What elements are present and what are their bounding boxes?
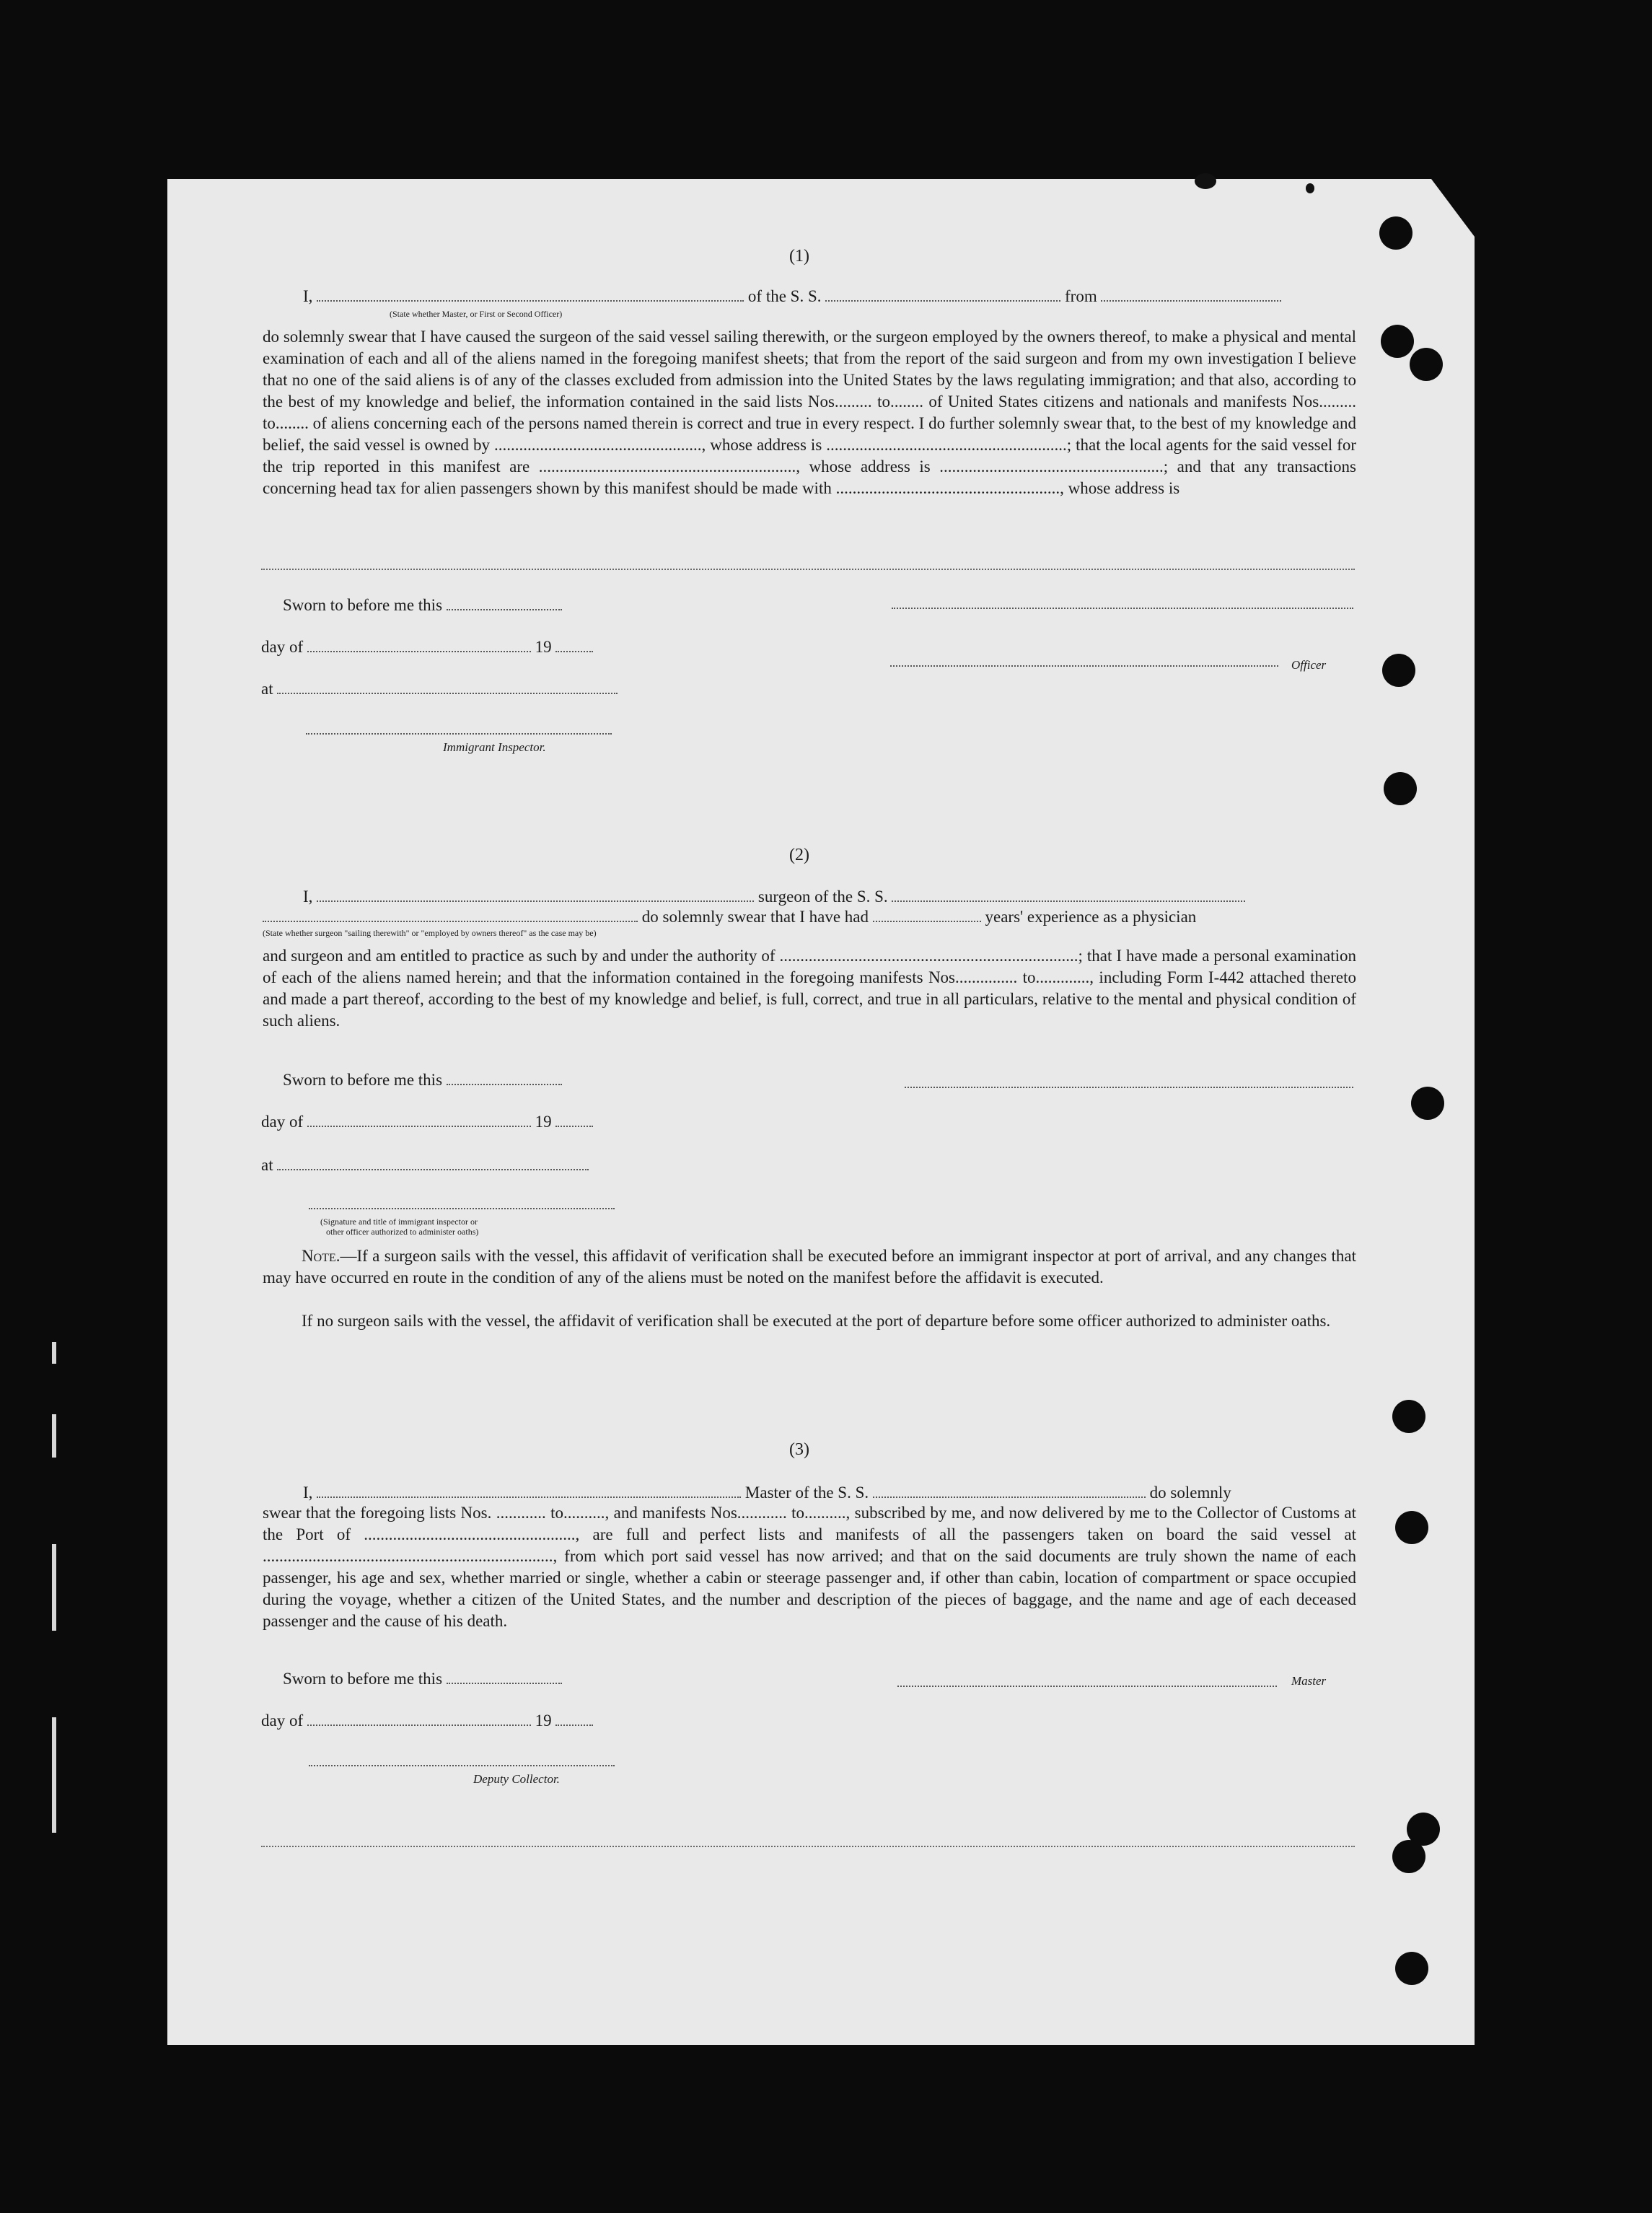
year-label: 19 [535, 1113, 552, 1131]
section-3-number: (3) [789, 1440, 809, 1459]
i-label: I, [303, 1484, 313, 1502]
punch-hole [1410, 348, 1443, 381]
film-scratch [52, 1342, 56, 1364]
surgeon-ss-label: surgeon of the S. S. [757, 888, 888, 906]
master-vessel-field[interactable] [873, 1485, 1146, 1498]
section-2-body: and surgeon and am entitled to practice as such by and under the authority of ........................................................................; that I have made a personal examination of each of the aliens named herein; and that the information contained in the foregoing manifests Nos............... to............., including Form I-442 attached thereto and made a part thereof, according to the best of my knowledge and belief, is full, correct, and true in all particulars, relative to the mental and physical condition of such aliens. [263, 947, 1356, 1030]
day-of-field[interactable] [307, 1713, 531, 1726]
years-experience-field[interactable] [873, 909, 981, 922]
at-label: at [261, 1156, 273, 1174]
authorized-officer-caption-2: other officer authorized to administer oaths) [326, 1227, 479, 1237]
section-2-line-2 [263, 908, 1196, 926]
master-caption: Master [1291, 1674, 1327, 1688]
officer-name-field[interactable] [317, 289, 744, 302]
section-1-line-1 [303, 287, 1281, 306]
sworn-day-field[interactable] [447, 1671, 562, 1684]
year-field[interactable] [555, 1713, 593, 1726]
punch-hole [1379, 216, 1412, 250]
day-of-label: day of [261, 638, 304, 656]
punch-hole [1395, 1511, 1428, 1544]
year-label: 19 [535, 1712, 552, 1730]
authorized-officer-signature-line[interactable] [309, 1208, 615, 1209]
from-port-field[interactable] [1101, 289, 1281, 302]
ink-mark [1195, 173, 1216, 189]
year-field[interactable] [555, 639, 593, 652]
sworn-label: Sworn to before me this [283, 1670, 443, 1688]
section-1-address-line[interactable] [261, 569, 1355, 570]
section-3-body: swear that the foregoing lists Nos. ............ to.........., and manifests Nos............ to.........., subscribed by me, and now delivered by me to the Collector of Customs at the Port of ..................................................., are full and perfect lists and manifests of all the passengers taken on board the said vessel at ......................................................................, from which port said vessel has now arrived; and that on the said documents are truly shown the name of each passenger, his age and sex, whether married or single, whether a cabin or steerage passenger and, if other than cabin, location of compartment or space occupied during the voyage, whether a citizen of the United States, and the number and description of the pieces of baggage, and the name and age of each deceased passenger and the cause of his death. [263, 1504, 1356, 1630]
sworn-day-field[interactable] [447, 597, 562, 610]
do-solemnly-label: do solemnly [1149, 1484, 1231, 1502]
at-label: at [261, 680, 273, 698]
collector-caption: Deputy Collector. [473, 1772, 560, 1786]
punch-hole [1392, 1840, 1425, 1873]
day-of-label: day of [261, 1712, 304, 1730]
note-text-1: —If a surgeon sails with the vessel, this affidavit of verification shall be executed before an immigrant inspector at port of arrival, and any changes that may have occurred en route in the condition of any of the aliens must be noted on the manifest before the affidavit is executed. [263, 1247, 1356, 1287]
from-label: from [1065, 287, 1097, 305]
section-3-line-1 [303, 1484, 1231, 1502]
surgeon-name-field[interactable] [317, 889, 754, 902]
punch-hole [1392, 1400, 1425, 1433]
film-scratch [52, 1414, 56, 1458]
note-label: Note. [302, 1247, 340, 1265]
punch-hole [1411, 1087, 1444, 1120]
day-of-label: day of [261, 1113, 304, 1131]
authorized-officer-caption-1: (Signature and title of immigrant inspector or [320, 1217, 478, 1227]
section-2-at-line [261, 1156, 589, 1175]
section-1-at-line [261, 680, 618, 698]
officer-signature-line-top[interactable] [892, 608, 1353, 609]
section-3-sworn-line [283, 1670, 562, 1688]
sworn-label: Sworn to before me this [283, 596, 443, 614]
section-2-day-line [261, 1113, 593, 1131]
master-name-field[interactable] [317, 1485, 741, 1498]
do-swear-label: do solemnly swear that I have had [641, 908, 869, 926]
punch-hole [1381, 325, 1414, 358]
inspector-signature-line[interactable] [306, 733, 612, 735]
i-label: I, [303, 888, 313, 906]
day-of-field[interactable] [307, 1114, 531, 1127]
film-scratch [52, 1717, 56, 1833]
section-1-body: do solemnly swear that I have caused the surgeon of the said vessel sailing therewith, or the surgeon employed by the owners thereof, to make a physical and mental examination of each and all of the aliens named in the foregoing manifest sheets; that from the report of the said surgeon and from my own investigation I believe that no one of the said aliens is of any of the classes excluded from admission into the United States by the laws regulating immigration; and that also, according to the best of my knowledge and belief, the information contained in the said lists Nos......... to........ of United States citizens and nationals and manifests Nos......... to........ of aliens concerning each of the persons named therein is correct and true in every respect. I do further solemnly swear that, to the best of my knowledge and belief, the said vessel is owned by .................................................., whose address is ..........................................................; that the local agents for the said vessel for the trip reported in this manifest are .............................................................., whose address is ......................................................; and that any transactions concerning head tax for alien passengers shown by this manifest should be made with ......................................................, whose address is [263, 328, 1356, 497]
section-1-number: (1) [789, 247, 809, 266]
i-label: I, [303, 287, 313, 305]
officer-rank-caption: (State whether Master, or First or Second Officer) [390, 309, 563, 319]
section-2-note-2: If no surgeon sails with the vessel, the affidavit of verification shall be executed at the port of departure before some officer authorized to administer oaths. [302, 1312, 1331, 1330]
years-label: years' experience as a physician [985, 908, 1197, 926]
film-scratch [52, 1544, 56, 1631]
sworn-label: Sworn to before me this [283, 1071, 443, 1089]
section-2-line-1 [303, 888, 1245, 906]
ink-mark [1306, 183, 1314, 193]
section-2-note [263, 1245, 1356, 1289]
collector-signature-line[interactable] [309, 1765, 615, 1766]
master-ss-label: Master of the S. S. [744, 1484, 869, 1502]
section-2-number: (2) [789, 846, 809, 864]
surgeon-status-caption: (State whether surgeon "sailing therewith" or "employed by owners thereof" as the case may be) [263, 928, 597, 938]
of-ss-label: of the S. S. [747, 287, 822, 305]
section-1-sworn-line [283, 596, 562, 615]
section-1-day-line [261, 638, 593, 657]
punch-hole [1395, 1952, 1428, 1985]
year-field[interactable] [555, 1114, 593, 1127]
at-place-field[interactable] [277, 1157, 589, 1170]
officer-caption: Officer [1291, 658, 1327, 672]
inspector-caption: Immigrant Inspector. [443, 740, 546, 754]
surgeon-vessel-field[interactable] [892, 889, 1245, 902]
sworn-day-field[interactable] [447, 1072, 562, 1085]
section-3-day-line [261, 1712, 593, 1730]
surgeon-signature-line[interactable] [905, 1087, 1353, 1088]
officer-signature-line[interactable] [890, 665, 1278, 667]
section-2-sworn-line [283, 1071, 562, 1090]
master-signature-line[interactable] [897, 1686, 1277, 1687]
day-of-field[interactable] [307, 639, 531, 652]
at-place-field[interactable] [277, 681, 618, 694]
punch-hole [1384, 772, 1417, 805]
vessel-name-field[interactable] [825, 289, 1060, 302]
year-label: 19 [535, 638, 552, 656]
bottom-rule [261, 1846, 1355, 1847]
surgeon-status-field[interactable] [263, 909, 638, 922]
punch-hole [1382, 654, 1415, 687]
